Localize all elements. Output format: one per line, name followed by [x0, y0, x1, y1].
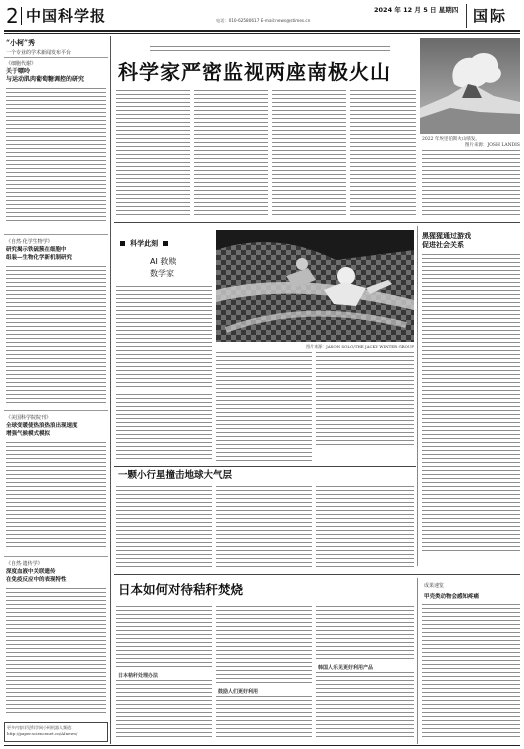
- sidebar-item-body: [6, 588, 106, 716]
- sidebar-item-body: [6, 442, 106, 550]
- masthead: [4, 4, 520, 30]
- sidebar-divider: [4, 57, 108, 58]
- bottom-right-kicker: 成果速览: [424, 583, 445, 589]
- japan-headline: 日本如何对待秸秆焚烧: [118, 582, 244, 597]
- bottom-right-rule: [417, 578, 418, 744]
- right-story-headline: 黑猩猩通过游戏 促进社会关系: [422, 232, 471, 249]
- feature-bottom-rule: [114, 466, 416, 467]
- page-number: 2: [6, 4, 19, 28]
- volcano-photo-credit: 图片来源：JOSH LANDIS: [464, 143, 520, 148]
- lead-body-col1: [116, 90, 190, 216]
- feature-illustration: [216, 230, 414, 342]
- asteroid-body-col2: [216, 486, 312, 570]
- asteroid-bottom-rule: [114, 574, 520, 575]
- japan-subhead-2: 鼓励人们更好利用: [218, 689, 259, 695]
- feature-body-col3: [316, 352, 414, 448]
- japan-subhead-3: 韩国人乐见更好利用产品: [318, 665, 374, 671]
- feature-body-col2: [216, 352, 312, 462]
- square-bullet-icon: [120, 241, 125, 246]
- square-bullet-icon: [163, 241, 168, 246]
- sidebar-divider: [4, 556, 108, 557]
- sidebar-item-title: 全球变暖使热浪热浪出现速度 增强气候模式模拟: [6, 423, 78, 437]
- page-bottom-rule: [4, 745, 520, 746]
- japan-body-col1a: [116, 606, 212, 668]
- sidebar-footer-note[interactable]: 更多内容详见科学网小柯机器人频道： http://paper.sciencenet.cn/AInews/: [7, 725, 78, 736]
- sidebar: [4, 36, 108, 744]
- japan-body-col2a: [216, 606, 312, 684]
- feature-title-line1: AI 救赎: [150, 257, 177, 266]
- sidebar-item-title: 研究揭示铁硫簇在细胞中 组装—生物化学新机制研究: [6, 247, 73, 261]
- lead-kicker-line: [150, 46, 390, 52]
- asteroid-body-col1: [116, 486, 212, 570]
- sidebar-column-desc: 一个专业的学术新闻发布平台: [6, 50, 72, 56]
- right-column-rule: [417, 226, 418, 566]
- right-story-body: [422, 254, 520, 554]
- sidebar-item-title: 深度血液中关联遗传 在免疫反应中的表现特性: [6, 569, 67, 583]
- bottom-right-headline: 甲壳类动物会感知疼痛: [424, 594, 480, 600]
- sidebar-item-title: 关于嘌呤 与运动肌肉葡萄糖调控的研究: [6, 68, 85, 83]
- masthead-rule-thin: [4, 33, 520, 34]
- sidebar-item-body: [6, 88, 106, 224]
- volcano-photo-caption: 2022 年埃里伯斯火山喷发。: [422, 137, 480, 142]
- sidebar-item[interactable]: [4, 560, 108, 720]
- lead-body-col5: [422, 150, 520, 216]
- sidebar-footer-box: [4, 722, 108, 742]
- feature-body-col1b: [116, 394, 212, 462]
- section-divider: [466, 4, 467, 28]
- sidebar-item-tag: 《细胞代谢》: [6, 61, 37, 67]
- feature-column-tag-text: 科学此刻: [130, 238, 159, 248]
- sidebar-item-tag: 《自然·遗传学》: [6, 561, 43, 567]
- japan-body-col2b: [216, 696, 312, 740]
- lead-headline: 科学家严密监视两座南极火山: [118, 60, 391, 84]
- feature-image-credit: 图片来源：JASON SOLO/THE JACKY WINTER GROUP: [306, 344, 414, 349]
- lead-body-col3: [272, 90, 346, 216]
- sidebar-item[interactable]: [4, 60, 108, 230]
- sidebar-item[interactable]: [4, 414, 108, 554]
- sidebar-item-body: [6, 266, 106, 406]
- volcano-photo: [420, 38, 520, 134]
- section-label: 国际: [473, 7, 508, 25]
- page-number-divider: [21, 7, 22, 25]
- japan-subhead-1: 日本秸秆处理办法: [118, 673, 159, 679]
- japan-body-col1b: [116, 680, 212, 740]
- asteroid-headline: 一颗小行星撞击地球大气层: [118, 470, 233, 481]
- lead-bottom-rule: [114, 222, 520, 223]
- feature-column-tag: [120, 233, 168, 248]
- newspaper-name: 中国科学报: [26, 7, 107, 25]
- lead-body-col4: [350, 90, 416, 216]
- asteroid-body-col3: [316, 486, 414, 570]
- masthead-rule: [4, 30, 520, 32]
- contact-line: 电话：010-62580617 E-mail:news@stimes.cn: [216, 18, 311, 23]
- lead-body-col2: [194, 90, 268, 216]
- sidebar-item-tag: 《美国科学院院刊》: [6, 415, 52, 421]
- sidebar-column-rule: [110, 36, 111, 744]
- date-line: 2024 年 12 月 5 日 星期四: [374, 6, 459, 14]
- sidebar-item[interactable]: [4, 238, 108, 408]
- sidebar-column-name: “小柯”秀: [6, 38, 36, 47]
- japan-body-col3b: [316, 672, 414, 740]
- japan-body-col3a: [316, 606, 414, 660]
- feature-title-line2: 数学家: [150, 269, 174, 278]
- sidebar-divider: [4, 410, 108, 411]
- feature-body-col1: [116, 286, 212, 390]
- sidebar-item-tag: 《自然·化学生物学》: [6, 239, 53, 245]
- sidebar-divider: [4, 234, 108, 235]
- bottom-right-body: [422, 604, 520, 740]
